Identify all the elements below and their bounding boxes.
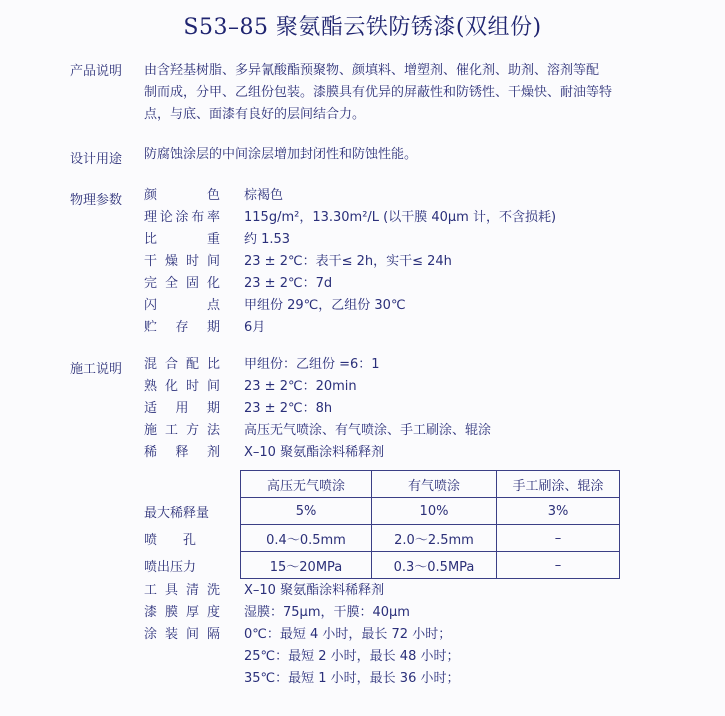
construction-key: 施工方法 <box>144 423 220 438</box>
table-row <box>144 552 620 579</box>
param-value: 6月 <box>244 320 266 335</box>
table-header-cell: 高压无气喷涂 <box>241 471 372 498</box>
construction-value: 0℃：最短 4 小时，最长 72 小时； <box>244 627 452 642</box>
product-description <box>144 60 644 126</box>
table-row-label: 最大稀释量 <box>144 505 210 521</box>
param-key: 理论涂布率 <box>144 210 220 225</box>
construction-value: X–10 聚氨酯涂料稀释剂 <box>244 445 385 460</box>
table-cell: 15～20MPa <box>241 552 372 579</box>
product-line: 点，与底、面漆有良好的层间结合力。 <box>144 107 366 122</box>
table-cell: – <box>497 552 620 579</box>
construction-key: 稀释剂 <box>144 445 220 460</box>
construction-key: 适用期 <box>144 401 220 416</box>
product-line: 由含羟基树脂、多异氰酸酯预聚物、颜填料、增塑剂、催化剂、助剂、溶剂等配 <box>144 63 600 78</box>
section-label-product: 产品说明 <box>70 64 123 79</box>
application-spec-table <box>144 470 620 579</box>
construction-key: 漆膜厚度 <box>144 605 220 620</box>
param-key: 比重 <box>144 232 220 247</box>
param-value: 棕褐色 <box>244 188 284 203</box>
construction-value: 23 ± 2℃：8h <box>244 401 333 416</box>
construction-value: X–10 聚氨酯涂料稀释剂 <box>244 583 385 598</box>
construction-value: 35℃：最短 1 小时，最长 36 小时； <box>244 671 460 686</box>
param-value: 23 ± 2℃：7d <box>244 276 333 291</box>
table-row <box>144 525 620 552</box>
param-key: 完全固化 <box>144 276 220 291</box>
table-cell: 0.3～0.5MPa <box>372 552 497 579</box>
table-cell: 5% <box>241 498 372 525</box>
table-row-label: 喷 孔 <box>144 532 197 548</box>
table-header-cell: 手工刷涂、辊涂 <box>497 471 620 498</box>
page-title: S53–85 聚氨酯云铁防锈漆(双组份) <box>183 15 542 40</box>
construction-value: 25℃：最短 2 小时，最长 48 小时； <box>244 649 460 664</box>
section-label-construction: 施工说明 <box>70 362 123 377</box>
construction-value: 23 ± 2℃：20min <box>244 379 357 394</box>
table-row-label: 喷出压力 <box>144 559 197 575</box>
construction-key: 混合配比 <box>144 357 220 372</box>
table-cell: – <box>497 525 620 552</box>
param-value: 23 ± 2℃：表干≤ 2h，实干≤ 24h <box>244 254 452 269</box>
product-line: 制而成，分甲、乙组份包装。漆膜具有优异的屏蔽性和防锈性、干燥快、耐油等特 <box>144 85 613 100</box>
table-header-row <box>144 471 620 498</box>
section-label-design: 设计用途 <box>70 152 123 167</box>
section-label-physical: 物理参数 <box>70 193 123 208</box>
param-key: 颜色 <box>144 188 220 203</box>
param-value: 甲组份 29℃，乙组份 30℃ <box>244 298 406 313</box>
table-cell: 0.4～0.5mm <box>241 525 372 552</box>
table-cell: 2.0～2.5mm <box>372 525 497 552</box>
design-use-text: 防腐蚀涂层的中间涂层增加封闭性和防蚀性能。 <box>144 147 418 162</box>
construction-key: 工具清洗 <box>144 583 220 598</box>
construction-value: 湿膜：75μm，干膜：40μm <box>244 605 410 620</box>
table-cell: 10% <box>372 498 497 525</box>
construction-value: 甲组份：乙组份 =6：1 <box>244 357 380 372</box>
param-key: 干燥时间 <box>144 254 220 269</box>
param-key: 贮存期 <box>144 320 220 335</box>
table-header-cell: 有气喷涂 <box>372 471 497 498</box>
param-key: 闪点 <box>144 298 220 313</box>
table-cell: 3% <box>497 498 620 525</box>
table-row <box>144 498 620 525</box>
param-value: 约 1.53 <box>244 232 291 247</box>
construction-key: 涂装间隔 <box>144 627 220 642</box>
construction-key: 熟化时间 <box>144 379 220 394</box>
construction-value: 高压无气喷涂、有气喷涂、手工刷涂、辊涂 <box>244 423 492 438</box>
param-value: 115g/m²，13.30m²/L (以干膜 40μm 计，不含损耗) <box>244 210 557 225</box>
